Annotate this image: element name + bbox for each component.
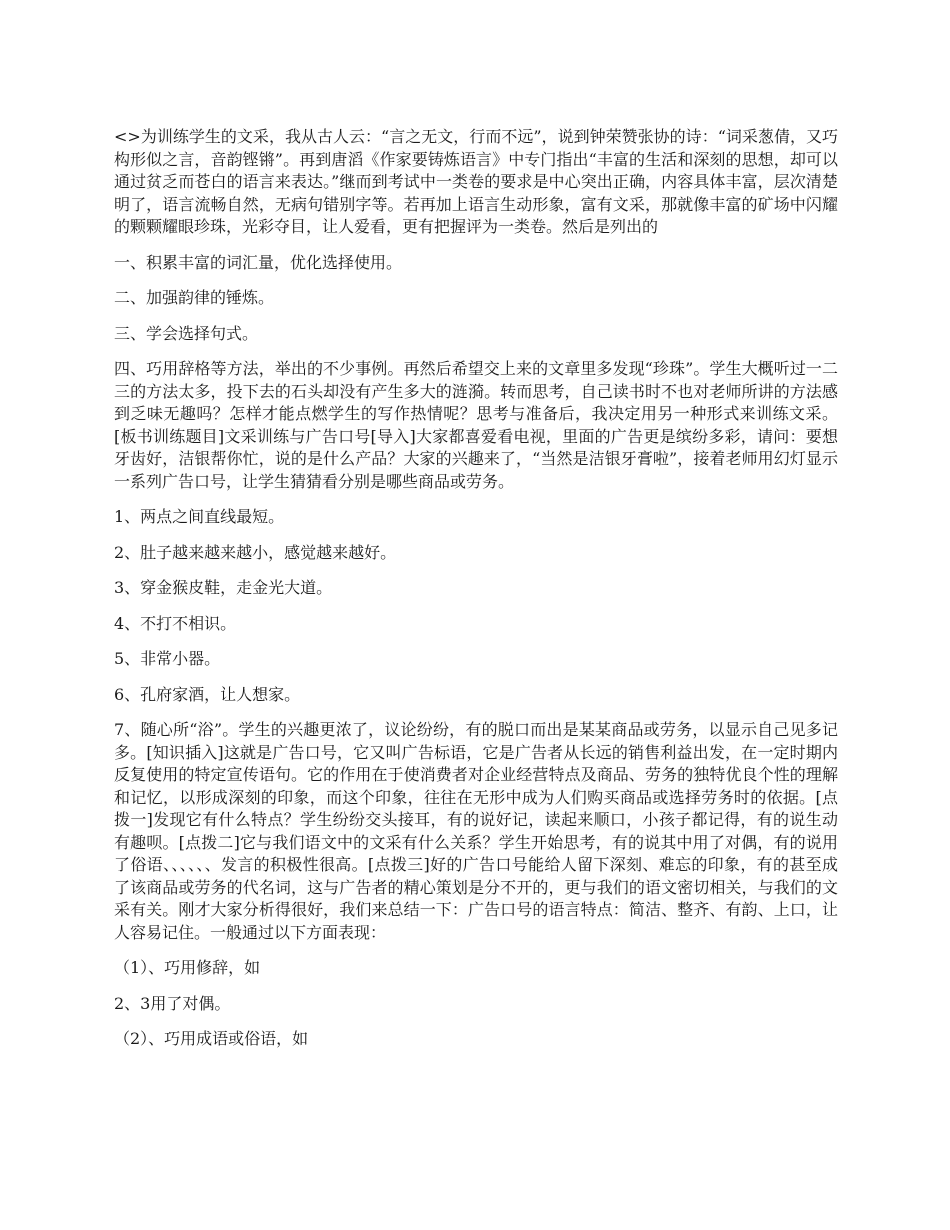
- list-item-method-3: 三、学会选择句式。: [114, 323, 259, 343]
- summary-note: 2、3用了对偶。: [114, 993, 231, 1013]
- list-item-method-1: 一、积累丰富的词汇量，优化选择使用。: [114, 252, 403, 272]
- intro-paragraph: <>为训练学生的文采，我从古人云：“言之无文，行而不远”，说到钟荣赞张协的诗：“词采葱倩，又巧构形似之言，音韵铿锵”。再到唐滔《作家要铸炼语言》中专门指出“丰富的生活和深刻的思想，却可以通过贫乏而苍白的语言来表达。”继而到考试中一类卷的要求是中心突出正确，内容具体丰富，层次清楚明了，语言流畅自然，无病句错别字等。若再加上语言生动形象，富有文采，那就像丰富的矿场中闪耀的颗颗耀眼珍珠，光彩夺目，让人爱看，更有把握评为一类卷。然后是列出的: [114, 127, 838, 236]
- slogan-item-5: 5、非常小器。: [114, 649, 221, 668]
- slogan-item-2: 2、肚子越来越来越小，感觉越来越好。: [114, 542, 397, 562]
- slogan-item-6: 6、孔府家酒，让人想家。: [114, 684, 301, 704]
- list-item-method-2: 二、加强韵律的锤炼。: [114, 288, 275, 307]
- summary-item-1: （1）、巧用修辞，如: [114, 958, 261, 977]
- summary-item-2: （2）、巧用成语或俗语，如: [114, 1029, 309, 1048]
- slogan-item-3: 3、穿金猴皮鞋，走金光大道。: [114, 578, 333, 597]
- slogan-item-7: 7、随心所“浴”。学生的兴趣更浓了，议论纷纷，有的脱口而出是某某商品或劳务，以显示自己见多记多。[知识插入]这就是广告口号，它又叫广告标语，它是广告者从长远的销售利益出发，在一定时期内反复使用的特定宣传语句。它的作用在于使消费者对企业经营特点及商品、劳务的独特优良个性的理解和记忆，以形成深刻的印象，而这个印象，往往在无形中成为人们购买商品或选择劳务时的依据。[点拨一]发现它有什么特点？学生纷纷交头接耳，有的说好记，读起来顺口，小孩子都记得，有的说生动有趣呗。[点拨二]它与我们语文中的文采有什么关系？学生开始思考，有的说其中用了对偶，有的说用了俗语、、、、、、发言的积极性很高。[点拨三]好的广告口号能给人留下深刻、难忘的印象，有的甚至成了该商品或劳务的代名词，这与广告者的精心策划是分不开的，更与我们的语文密切相关，与我们的文采有关。刚才大家分析得很好，我们来总结一下：广告口号的语言特点：简洁、整齐、有韵、上口，让人容易记住。一般通过以下方面表现：: [114, 720, 838, 942]
- slogan-item-4: 4、不打不相识。: [114, 613, 237, 633]
- slogan-item-1: 1、两点之间直线最短。: [114, 507, 285, 526]
- list-item-method-4: 四、巧用辞格等方法，举出的不少事例。再然后希望交上来的文章里多发现“珍珠”。学生大概听过一二三的方法太多，投下去的石头却没有产生多大的涟漪。转而思考，自己读书时不也对老师所讲的方法感到乏味无趣吗？怎样才能点燃学生的写作热情呢？思考与准备后，我决定用另一种形式来训练文采。[板书训练题目]文采训练与广告口号[导入]大家都喜爱看电视，里面的广告更是缤纷多彩，请问：要想牙齿好，洁银帮你忙，说的是什么产品？大家的兴趣来了，“当然是洁银牙膏啦”，接着老师用幻灯显示一系列广告口号，让学生猜猜看分别是哪些商品或劳务。: [114, 359, 838, 491]
